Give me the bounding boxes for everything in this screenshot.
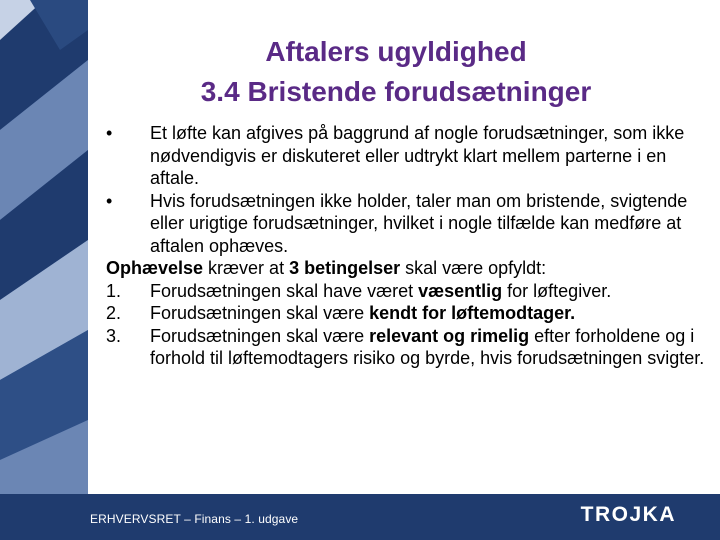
body-text (106, 122, 712, 370)
footer-text: ERHVERVSRET – Finans – 1. udgave (90, 512, 299, 526)
decorative-pattern (0, 0, 88, 540)
condition-text: Forudsætningen skal være kendt for løftemodtager. (150, 303, 576, 323)
condition-item (106, 280, 712, 303)
intro-bold-1: Ophævelse (106, 258, 204, 278)
condition-text: Forudsætningen skal være relevant og rimelig efter forholdene og i forhold til løftemodtagers risiko og byrde, hvis forudsætningen svigter. (150, 325, 705, 368)
condition-item (106, 325, 712, 370)
bullet-marker: • (106, 123, 113, 143)
intro-end: skal være opfyldt: (400, 258, 547, 278)
condition-number: 3. (106, 325, 122, 346)
conditions-intro (106, 257, 712, 280)
bullet-text: Hvis forudsætningen ikke holder, taler man om bristende, svigtende eller urigtige forudsætninger, hvilket i nogle tilfælde kan medføre at aftalen ophæves. (150, 190, 688, 256)
trojka-logo: TROJKA (580, 503, 676, 526)
condition-item (106, 302, 712, 325)
condition-number: 1. (106, 280, 122, 301)
title-line-1: Aftalers ugyldighed (265, 36, 527, 67)
intro-mid: kræver at (203, 258, 290, 278)
intro-bold-2: 3 betingelser (289, 258, 401, 278)
condition-text: Forudsætningen skal have været væsentlig for løftegiver. (150, 280, 612, 301)
bullet-item (106, 122, 712, 190)
bullet-item (106, 190, 712, 258)
bullet-marker: • (106, 190, 113, 211)
title-line-2: 3.4 Bristende forudsætninger (200, 76, 592, 107)
bullet-text: Et løfte kan afgives på baggrund af nogle forudsætninger, som ikke nødvendigvis er diskuteret eller udtrykt klart mellem parterne i en aftale. (150, 123, 685, 188)
condition-number: 2. (106, 303, 122, 323)
decorative-band (0, 0, 88, 540)
slide-title (88, 32, 704, 112)
